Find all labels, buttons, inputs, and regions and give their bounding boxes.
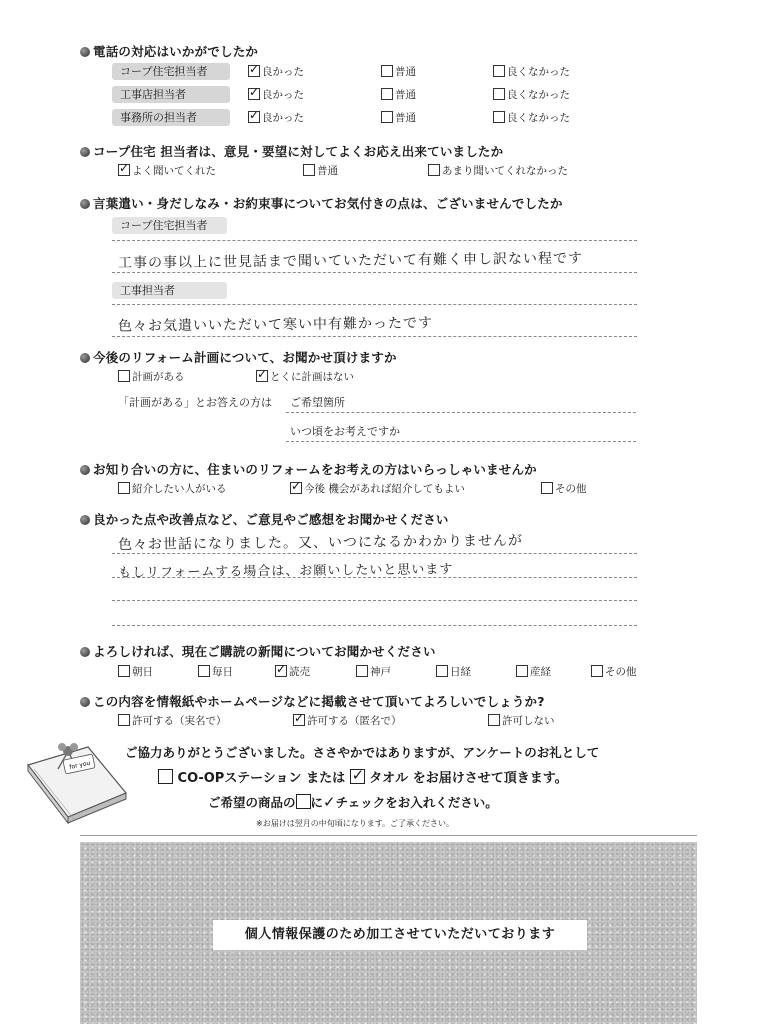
thanks-note: ※お届けは翌月の中旬頃になります。ご了承ください。 (256, 819, 455, 828)
checkbox-checked-icon[interactable] (248, 88, 260, 100)
gift-tag-text: for you (68, 759, 91, 771)
checkbox-checked-icon[interactable] (290, 482, 302, 494)
gift-book-icon (22, 735, 134, 827)
q4-sub2: いつ頃をお考えですか (290, 425, 400, 438)
checkbox-checked-icon[interactable] (275, 665, 287, 677)
q1-row2-label: 工事店担当者 (112, 86, 230, 103)
thanks-line3: ご希望の商品の に✓チェックをお入れください。 (208, 793, 498, 811)
q7-opt-kobe[interactable]: 神戸 (356, 664, 391, 679)
bullet-icon (80, 515, 90, 525)
checkbox-icon[interactable] (381, 65, 393, 77)
thanks-line2 (158, 767, 568, 786)
privacy-notice: 個人情報保護のため加工させていただいております (213, 920, 587, 950)
q1-title: 電話の対応はいかがでしたか (80, 42, 258, 60)
checkbox-icon[interactable] (303, 164, 315, 176)
q4-opt1[interactable]: 計画がある (118, 369, 185, 384)
q3-label2: 工事担当者 (112, 282, 227, 299)
divider (112, 336, 637, 337)
q5-opt3[interactable]: その他 (541, 481, 587, 496)
divider (112, 240, 637, 241)
q7-opt-sankei[interactable]: 産経 (516, 664, 551, 679)
checkbox-icon[interactable] (436, 665, 448, 677)
q8-opt3[interactable]: 許可しない (488, 713, 555, 728)
q1-row2-opt1[interactable]: ✓ 良かった (248, 87, 304, 102)
q1-row2-opt2[interactable]: 普通 (381, 87, 416, 102)
q5-opt1[interactable]: 紹介したい人がいる (118, 481, 227, 496)
checkbox-checked-icon[interactable] (248, 65, 260, 77)
q1-row2-opt3[interactable]: 良くなかった (493, 87, 570, 102)
checkbox-icon[interactable] (516, 665, 528, 677)
divider (112, 272, 637, 273)
checkbox-icon[interactable] (118, 370, 130, 382)
q4-title: 今後のリフォーム計画について、お聞かせ頂けますか (80, 348, 397, 366)
checkbox-checked-icon[interactable] (118, 164, 130, 176)
q4-opt2[interactable]: ✓ とくに計画はない (256, 369, 354, 384)
q5-opt2[interactable]: ✓ 今後 機会があれば紹介してもよい (290, 481, 465, 496)
q7-title: よろしければ、現在ご購読の新聞についてお聞かせください (80, 642, 436, 660)
q1-row3-opt3[interactable]: 良くなかった (493, 110, 570, 125)
q4-sub-lead: 「計画がある」とお答えの方は (118, 396, 272, 409)
divider (112, 577, 637, 578)
q7-opt-yomiuri[interactable]: ✓ 読売 (275, 664, 310, 679)
checkbox-checked-icon[interactable] (256, 370, 268, 382)
checkbox-icon[interactable] (356, 665, 368, 677)
thanks-mid: または (306, 771, 346, 786)
q7-opt-nikkei[interactable]: 日経 (436, 664, 471, 679)
checkbox-icon[interactable] (381, 111, 393, 123)
q2-opt3[interactable]: あまり聞いてくれなかった (428, 163, 568, 178)
q7-opt-mainichi[interactable]: 毎日 (198, 664, 233, 679)
checkbox-icon[interactable] (428, 164, 440, 176)
q1-row1-opt3[interactable]: 良くなかった (493, 64, 570, 79)
q6-title: 良かった点や改善点など、ご意見やご感想をお聞かせください (80, 510, 449, 528)
bullet-icon (80, 147, 90, 157)
checkbox-checked-icon[interactable] (293, 714, 305, 726)
q5-title: お知り合いの方に、住まいのリフォームをお考えの方はいらっしゃいませんか (80, 460, 537, 478)
checkbox-icon[interactable] (381, 88, 393, 100)
checkbox-icon (296, 794, 311, 809)
bullet-icon (80, 697, 90, 707)
q8-opt1[interactable]: 許可する（実名で） (118, 713, 227, 728)
q1-row1-opt1[interactable]: ✓ 良かった (248, 64, 304, 79)
q7-opt-asahi[interactable]: 朝日 (118, 664, 153, 679)
q2-opt1[interactable]: ✓よく聞いてくれた (118, 163, 216, 178)
checkbox-icon[interactable] (118, 482, 130, 494)
bullet-icon (80, 465, 90, 475)
q2-title: コープ住宅 担当者は、意見・要望に対してよくお応え出来ていましたか (80, 142, 503, 160)
divider (286, 412, 636, 413)
bullet-icon (80, 199, 90, 209)
checkbox-icon[interactable] (493, 65, 505, 77)
q8-title: この内容を情報紙やホームページなどに掲載させて頂いてよろしいでしょうか? (80, 692, 545, 710)
divider (112, 304, 637, 305)
divider (286, 441, 636, 442)
gift-towel: タオル (369, 771, 409, 786)
q1-row3-opt1[interactable]: ✓ 良かった (248, 110, 304, 125)
thanks-tail: をお届けさせて頂きます。 (412, 771, 568, 786)
divider (112, 625, 637, 626)
divider (112, 553, 637, 554)
q1-row1-opt2[interactable]: 普通 (381, 64, 416, 79)
thanks-line1: ご協力ありがとうございました。ささやかではありますが、アンケートのお礼として (125, 745, 600, 760)
q4-sub1: ご希望箇所 (290, 396, 345, 409)
q3-title: 言葉遣い・身だしなみ・お約束事についてお気付きの点は、ございませんでしたか (80, 194, 563, 212)
q1-row1-label: コープ住宅担当者 (112, 63, 230, 80)
divider (80, 835, 697, 836)
bullet-icon (80, 353, 90, 363)
gift-coop-station: CO-OPステーション (177, 771, 302, 786)
checkbox-icon[interactable] (198, 665, 210, 677)
q7-opt-other[interactable]: その他 (591, 664, 637, 679)
divider (112, 600, 637, 601)
checkbox-icon[interactable] (118, 714, 130, 726)
checkbox-checked-icon[interactable] (248, 111, 260, 123)
checkbox-icon[interactable] (493, 88, 505, 100)
q1-row3-label: 事務所の担当者 (112, 109, 230, 126)
q3-label1: コープ住宅担当者 (112, 217, 227, 234)
q3-answer2: 色々お気遣いいただいて寒い中有難かったです (117, 315, 434, 335)
checkbox-icon[interactable] (591, 665, 603, 677)
checkbox-checked-icon[interactable] (350, 769, 365, 784)
q6-line2: もしリフォームする場合は、お願いしたいと思います (117, 562, 454, 581)
checkbox-icon[interactable] (118, 665, 130, 677)
checkbox-icon[interactable] (493, 111, 505, 123)
q2-opt2[interactable]: 普通 (303, 163, 338, 178)
checkbox-icon[interactable] (488, 714, 500, 726)
q8-opt2[interactable]: ✓ 許可する（匿名で） (293, 713, 402, 728)
checkbox-icon[interactable] (158, 769, 173, 784)
q1-row3-opt2[interactable]: 普通 (381, 110, 416, 125)
bullet-icon (80, 647, 90, 657)
checkmark-icon: ✓ (323, 793, 336, 811)
bullet-icon (80, 47, 90, 57)
q3-answer1: 工事の事以上に世見話まで聞いていただいて有難く申し訳ない程です (117, 250, 584, 272)
checkbox-icon[interactable] (541, 482, 553, 494)
q6-line1: 色々お世話になりました。又、いつになるかわかりませんが (117, 532, 524, 554)
